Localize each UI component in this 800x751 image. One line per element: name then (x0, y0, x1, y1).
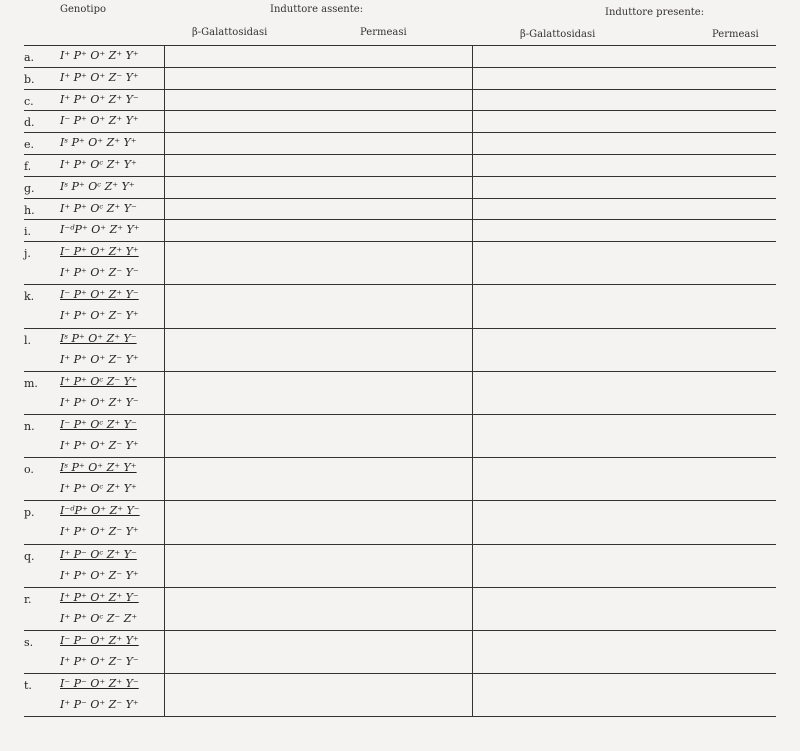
genotype-line-1: I⁺ P⁺ O⁺ Z⁺ Y⁺ (60, 49, 139, 62)
row-letter: b. (24, 72, 35, 86)
row-rule (24, 110, 776, 111)
row-letter: r. (24, 592, 32, 606)
genotype-line-2: I⁺ P⁺ Oᶜ Z⁻ Z⁺ (60, 611, 138, 625)
row-rule (24, 414, 776, 415)
row-letter: j. (24, 247, 31, 261)
genotype-line-1: I⁻ P⁺ Oᶜ Z⁺ Y⁻ (60, 418, 137, 431)
column-divider-left (164, 45, 165, 716)
genotype-line-2: I⁺ P⁺ O⁺ Z⁻ Y⁺ (60, 439, 139, 452)
row-rule (24, 67, 776, 68)
row-rule (24, 371, 776, 372)
row-letter: h. (24, 203, 35, 217)
row-letter: e. (24, 138, 35, 152)
row-letter: f. (24, 160, 32, 173)
row-letter: c. (24, 94, 34, 108)
row-rule (24, 544, 776, 545)
genotype-line-1: I⁺ P⁺ Oᶜ Z⁻ Y⁺ (60, 374, 137, 388)
row-rule (24, 219, 776, 220)
genotype-line-1: I⁻ P⁻ O⁺ Z⁺ Y⁻ (60, 677, 139, 691)
genotype-line-1: I⁺ P⁻ Oᶜ Z⁺ Y⁻ (60, 547, 137, 561)
row-rule (24, 457, 776, 458)
row-letter: s. (24, 636, 34, 649)
genotype-line-1: I⁻ P⁺ O⁺ Z⁺ Y⁻ (60, 288, 139, 302)
row-rule (24, 716, 776, 717)
row-letter: q. (24, 549, 35, 563)
genotype-line-1: Iˢ P⁺ O⁺ Z⁺ Y⁻ (60, 331, 137, 345)
row-rule (24, 132, 776, 133)
header-beta-gal-absent: β-Galattosidasi (192, 27, 268, 38)
header-beta-gal-present: β-Galattosidasi (520, 29, 596, 40)
row-letter: i. (24, 225, 32, 239)
row-letter: k. (24, 290, 35, 304)
row-letter: a. (24, 51, 35, 64)
genotype-line-1: I⁺ P⁺ O⁺ Z⁺ Y⁻ (60, 590, 139, 604)
genotype-line-2: I⁺ P⁺ O⁺ Z⁻ Y⁻ (60, 266, 139, 280)
header-inducer-absent: Induttore assente: (270, 4, 364, 15)
row-rule (24, 328, 776, 329)
genotype-line-2: I⁺ P⁻ O⁺ Z⁻ Y⁺ (60, 698, 139, 712)
genotype-line-2: I⁺ P⁺ O⁺ Z⁻ Y⁺ (60, 568, 139, 582)
row-rule (24, 176, 776, 177)
genotype-line-2: I⁺ P⁺ O⁺ Z⁻ Y⁻ (60, 655, 139, 668)
header-permease-absent: Permeasi (360, 27, 407, 38)
row-letter: g. (24, 181, 35, 195)
genotype-line-1: Iˢ P⁺ Oᶜ Z⁺ Y⁺ (60, 179, 135, 193)
genotype-line-1: Iˢ P⁺ O⁺ Z⁺ Y⁺ (60, 461, 137, 475)
header-permease-present: Permeasi (712, 29, 759, 40)
genotype-line-2: I⁺ P⁺ Oᶜ Z⁺ Y⁺ (60, 482, 137, 496)
row-rule (24, 500, 776, 501)
genotype-line-1: I⁻ᵈP⁺ O⁺ Z⁺ Y⁻ (60, 504, 140, 518)
genotype-line-1: I⁻ P⁻ O⁺ Z⁺ Y⁺ (60, 634, 139, 647)
header-inducer-present: Induttore presente: (605, 7, 705, 18)
row-letter: d. (24, 116, 35, 130)
row-rule (24, 630, 776, 631)
row-letter: l. (24, 333, 32, 347)
row-letter: n. (24, 420, 35, 433)
genotype-line-1: I⁻ P⁺ O⁺ Z⁺ Y⁺ (60, 114, 139, 128)
header-genotype: Genotipo (60, 4, 107, 15)
row-rule (24, 241, 776, 242)
row-letter: t. (24, 679, 32, 693)
genotype-line-2: I⁺ P⁺ O⁺ Z⁻ Y⁺ (60, 352, 139, 366)
genotype-line-1: Iˢ P⁺ O⁺ Z⁺ Y⁺ (60, 136, 137, 150)
row-rule (24, 198, 776, 199)
row-rule (24, 673, 776, 674)
genotype-line-1: I⁻ P⁺ O⁺ Z⁺ Y⁺ (60, 245, 139, 259)
genotype-line-1: I⁺ P⁺ Oᶜ Z⁺ Y⁻ (60, 201, 137, 215)
genotype-line-2: I⁺ P⁺ O⁺ Z⁻ Y⁺ (60, 309, 139, 323)
genotype-line-2: I⁺ P⁺ O⁺ Z⁺ Y⁻ (60, 395, 139, 409)
row-letter: m. (24, 376, 38, 390)
row-rule (24, 587, 776, 588)
column-divider-middle (472, 45, 473, 716)
header-rule (24, 45, 776, 46)
row-letter: p. (24, 506, 35, 520)
row-rule (24, 284, 776, 285)
genotype-line-1: I⁻ᵈP⁺ O⁺ Z⁺ Y⁺ (60, 223, 140, 237)
genotype-line-1: I⁺ P⁺ O⁺ Z⁺ Y⁻ (60, 92, 139, 106)
genotype-line-1: I⁺ P⁺ Oᶜ Z⁺ Y⁺ (60, 158, 137, 171)
genotype-line-1: I⁺ P⁺ O⁺ Z⁻ Y⁺ (60, 70, 139, 84)
row-letter: o. (24, 463, 34, 477)
genotype-line-2: I⁺ P⁺ O⁺ Z⁻ Y⁺ (60, 525, 139, 539)
row-rule (24, 154, 776, 155)
row-rule (24, 89, 776, 90)
